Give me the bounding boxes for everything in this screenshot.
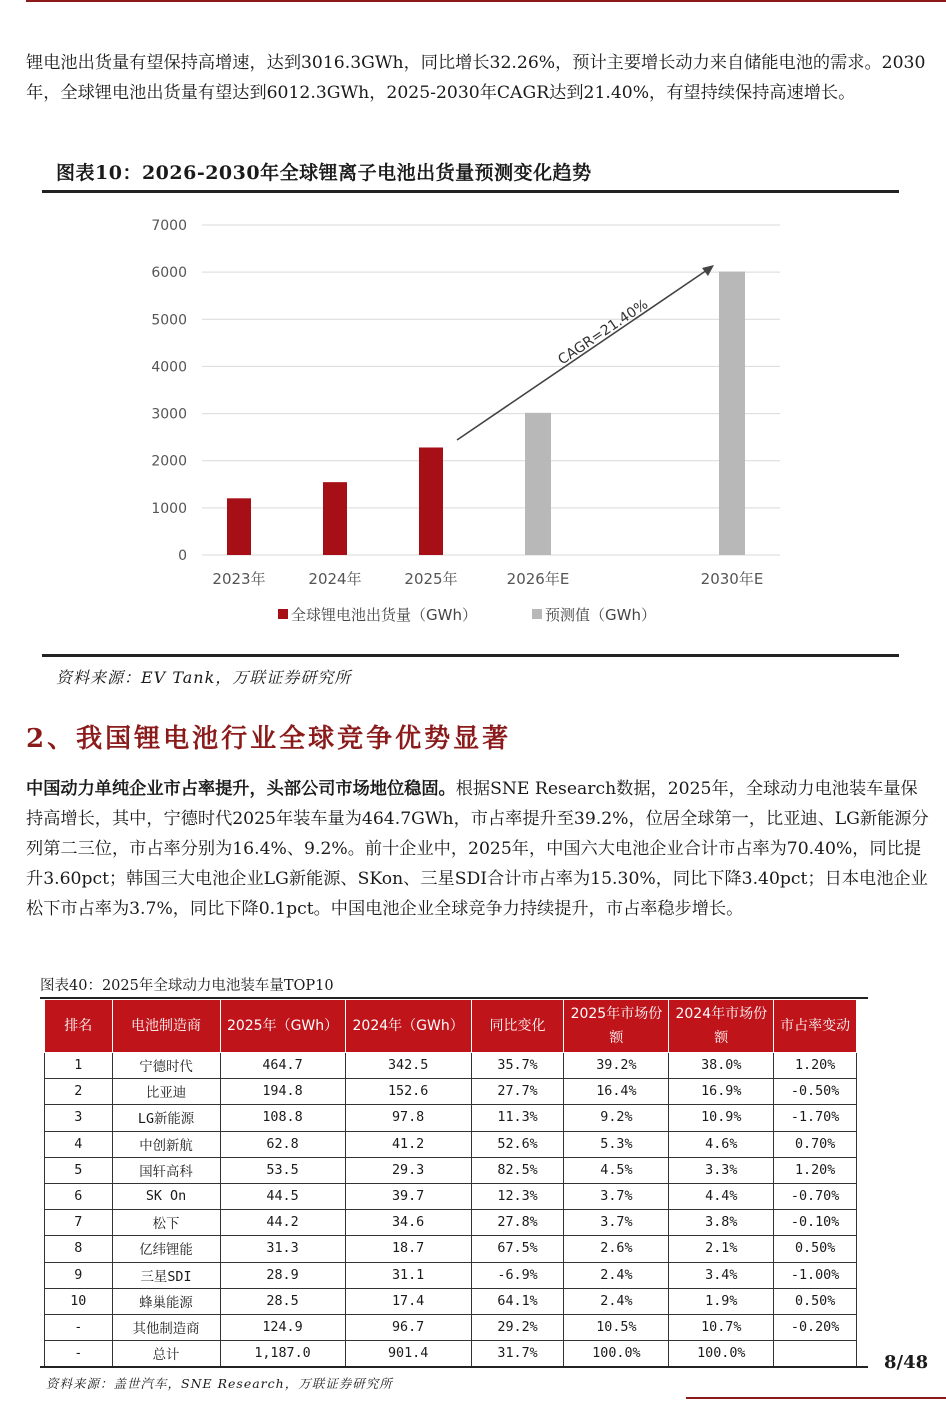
table-cell: 1.20% [774, 1053, 857, 1079]
y-tick-label: 1000 [151, 500, 187, 517]
table-cell: 3.3% [669, 1157, 774, 1183]
table-row [45, 1288, 857, 1314]
y-tick-label: 6000 [151, 265, 187, 282]
table-cell: 18.7 [345, 1236, 471, 1262]
table-cell: 31.3 [220, 1236, 345, 1262]
table-header-cell: 排名 [45, 1000, 113, 1053]
table-cell: 1,187.0 [220, 1341, 345, 1367]
table-cell: 27.7% [471, 1079, 564, 1105]
table-cell: 31.7% [471, 1341, 564, 1367]
table-cell: 4.4% [669, 1183, 774, 1209]
table-cell: 3.4% [669, 1262, 774, 1288]
table-cell: 62.8 [220, 1131, 345, 1157]
table-cell: -0.70% [774, 1183, 857, 1209]
table-cell: 其他制造商 [112, 1314, 220, 1340]
table-cell: 2.6% [564, 1236, 669, 1262]
table-cell: 34.6 [345, 1210, 471, 1236]
table-row [45, 1157, 857, 1183]
table-cell: 2 [45, 1079, 113, 1105]
table-row [45, 1314, 857, 1340]
table-cell: 17.4 [345, 1288, 471, 1314]
top-rule [26, 0, 946, 2]
table-body [45, 1053, 857, 1367]
table-cell [774, 1341, 857, 1367]
table-cell: 11.3% [471, 1105, 564, 1131]
table-cell: 2.1% [669, 1236, 774, 1262]
table-header-cell: 同比变化 [471, 1000, 564, 1053]
table-cell: 38.0% [669, 1053, 774, 1079]
table-cell: 3.8% [669, 1210, 774, 1236]
shipment-bar-chart [42, 195, 899, 655]
legend-swatch [532, 609, 542, 619]
bar [719, 272, 745, 555]
y-tick-label: 4000 [151, 359, 187, 376]
table-cell: 39.2% [564, 1053, 669, 1079]
table-cell: 82.5% [471, 1157, 564, 1183]
intro-paragraph: 锂电池出货量有望保持高增速，达到3016.3GWh，同比增长32.26%，预计主要增长动力来自储能电池的需求。2030年，全球锂电池出货量有望达到6012.3GWh，2025-2030年CAGR达到21.40%，有望持续保持高速增长。 [26, 53, 926, 103]
table-cell: - [45, 1314, 113, 1340]
body-paragraph [26, 774, 932, 924]
table-cell: 三星SDI [112, 1262, 220, 1288]
table-cell: 16.9% [669, 1079, 774, 1105]
table-cell: 宁德时代 [112, 1053, 220, 1079]
table-cell: 31.1 [345, 1262, 471, 1288]
battery-ranking-table [44, 999, 857, 1367]
table-cell: 27.8% [471, 1210, 564, 1236]
body-lead: 中国动力单纯企业市占率提升，头部公司市场地位稳固。 [26, 779, 456, 799]
table-cell: 96.7 [345, 1314, 471, 1340]
table-cell: 2.4% [564, 1288, 669, 1314]
table-cell: 53.5 [220, 1157, 345, 1183]
table-cell: 41.2 [345, 1131, 471, 1157]
chart-legend [278, 606, 656, 624]
table-cell: 4.5% [564, 1157, 669, 1183]
table-header-row [45, 1000, 857, 1053]
table-row [45, 1262, 857, 1288]
table-row [45, 1131, 857, 1157]
table-cell: 67.5% [471, 1236, 564, 1262]
y-tick-label: 2000 [151, 453, 187, 470]
legend-label: 全球锂电池出货量（GWh） [291, 606, 477, 624]
table-cell: 35.7% [471, 1053, 564, 1079]
table-cell: 比亚迪 [112, 1079, 220, 1105]
table-cell: 1.9% [669, 1288, 774, 1314]
table-cell: 2.4% [564, 1262, 669, 1288]
table-cell: 1 [45, 1053, 113, 1079]
table-cell: 12.3% [471, 1183, 564, 1209]
table-cell: 464.7 [220, 1053, 345, 1079]
bar [227, 498, 251, 555]
x-tick-label: 2023年 [212, 570, 266, 588]
table-title: 图表40：2025年全球动力电池装车量TOP10 [40, 978, 334, 994]
table-cell: 9 [45, 1262, 113, 1288]
table-cell: 16.4% [564, 1079, 669, 1105]
table-cell: -0.10% [774, 1210, 857, 1236]
table-cell: 0.50% [774, 1236, 857, 1262]
table-cell: 0.50% [774, 1288, 857, 1314]
table-header-cell: 2024年市场份额 [669, 1000, 774, 1053]
table-cell: 3 [45, 1105, 113, 1131]
table-row [45, 1105, 857, 1131]
table-row [45, 1053, 857, 1079]
table-cell: 10.7% [669, 1314, 774, 1340]
table-cell: 124.9 [220, 1314, 345, 1340]
table-cell: 28.9 [220, 1262, 345, 1288]
table-row [45, 1210, 857, 1236]
table-cell: 44.5 [220, 1183, 345, 1209]
x-axis-ticks [212, 570, 763, 588]
table-header-cell: 2025年市场份额 [564, 1000, 669, 1053]
table-cell: - [45, 1341, 113, 1367]
table-row [45, 1341, 857, 1367]
table-cell: 亿纬锂能 [112, 1236, 220, 1262]
table-cell: LG新能源 [112, 1105, 220, 1131]
table-cell: -1.70% [774, 1105, 857, 1131]
table-cell: 901.4 [345, 1341, 471, 1367]
table-cell: 10.5% [564, 1314, 669, 1340]
table-cell: -1.00% [774, 1262, 857, 1288]
x-tick-label: 2024年 [308, 570, 362, 588]
x-tick-label: 2026年E [506, 570, 570, 588]
bar [323, 482, 347, 555]
table-cell: 总计 [112, 1341, 220, 1367]
table-bottom-rule [40, 1366, 868, 1368]
table-cell: 100.0% [669, 1341, 774, 1367]
figure-source: 资料来源：EV Tank，万联证券研究所 [56, 668, 352, 687]
table-cell: 108.8 [220, 1105, 345, 1131]
x-tick-label: 2025年 [404, 570, 458, 588]
bottom-rule [686, 1397, 946, 1399]
table-cell: 64.1% [471, 1288, 564, 1314]
table-source: 资料来源：盖世汽车，SNE Research，万联证券研究所 [46, 1376, 393, 1391]
table-row [45, 1236, 857, 1262]
table-cell: 中创新航 [112, 1131, 220, 1157]
y-tick-label: 5000 [151, 312, 187, 329]
table-cell: 松下 [112, 1210, 220, 1236]
y-tick-label: 3000 [151, 406, 187, 423]
table-cell: 29.3 [345, 1157, 471, 1183]
table-cell: 9.2% [564, 1105, 669, 1131]
table-cell: -6.9% [471, 1262, 564, 1288]
table-cell: 10 [45, 1288, 113, 1314]
table-cell: 10.9% [669, 1105, 774, 1131]
table-cell: 342.5 [345, 1053, 471, 1079]
table-header-cell: 电池制造商 [112, 1000, 220, 1053]
figure-top-rule [42, 190, 899, 193]
cagr-label: CAGR=21.40% [555, 296, 652, 369]
chart-grid [202, 225, 780, 555]
figure-bottom-rule [42, 654, 899, 657]
section-heading: 2、我国锂电池行业全球竞争优势显著 [26, 724, 512, 754]
table-cell: 3.7% [564, 1210, 669, 1236]
table-cell: 国轩高科 [112, 1157, 220, 1183]
table-cell: 152.6 [345, 1079, 471, 1105]
table-cell: -0.20% [774, 1314, 857, 1340]
bar [525, 413, 551, 555]
table-cell: 8 [45, 1236, 113, 1262]
body-text: 根据SNE Research数据，2025年，全球动力电池装车量保持高增长，其中，宁德时代2025年装车量为464.7GWh，市占率提升至39.2%，位居全球第一，比亚迪、LG新能源分列第二三位，市占率分别为16.4%、9.2%。前十企业中，2025年，中国六大电池企业合计市占率为70.40%，同比提升3.60pct；韩国三大电池企业LG新能源、SKon、三星SDI合计市占率为15.30%，同比下降3.40pct；日本电池企业松下市占率为3.7%，同比下降0.1pct。中国电池企业全球竞争力持续提升，市占率稳步增长。 [26, 779, 929, 919]
table-cell: 97.8 [345, 1105, 471, 1131]
bar [419, 447, 443, 555]
y-tick-label: 0 [178, 548, 187, 564]
table-header-cell: 市占率变动 [774, 1000, 857, 1053]
table-cell: 4.6% [669, 1131, 774, 1157]
table-cell: 4 [45, 1131, 113, 1157]
legend-label: 预测值（GWh） [545, 606, 656, 624]
table-cell: 7 [45, 1210, 113, 1236]
table-cell: 100.0% [564, 1341, 669, 1367]
page-number: 8/48 [884, 1352, 929, 1373]
x-tick-label: 2030年E [700, 570, 764, 588]
figure-title: 图表10：2026-2030年全球锂离子电池出货量预测变化趋势 [56, 162, 592, 184]
y-tick-label: 7000 [151, 218, 187, 234]
legend-swatch [278, 609, 288, 619]
table-cell: 39.7 [345, 1183, 471, 1209]
table-cell: 6 [45, 1183, 113, 1209]
table-cell: 0.70% [774, 1131, 857, 1157]
table-cell: -0.50% [774, 1079, 857, 1105]
table-cell: 1.20% [774, 1157, 857, 1183]
table-cell: 44.2 [220, 1210, 345, 1236]
table-cell: 5 [45, 1157, 113, 1183]
table-header-cell: 2025年（GWh） [220, 1000, 345, 1053]
table-cell: 29.2% [471, 1314, 564, 1340]
table-cell: 5.3% [564, 1131, 669, 1157]
table-cell: 52.6% [471, 1131, 564, 1157]
table-cell: 3.7% [564, 1183, 669, 1209]
table-header-cell: 2024年（GWh） [345, 1000, 471, 1053]
table-cell: 28.5 [220, 1288, 345, 1314]
table-cell: SK On [112, 1183, 220, 1209]
table-row [45, 1183, 857, 1209]
y-axis-ticks [151, 218, 187, 564]
table-cell: 蜂巢能源 [112, 1288, 220, 1314]
table-row [45, 1079, 857, 1105]
table-cell: 194.8 [220, 1079, 345, 1105]
